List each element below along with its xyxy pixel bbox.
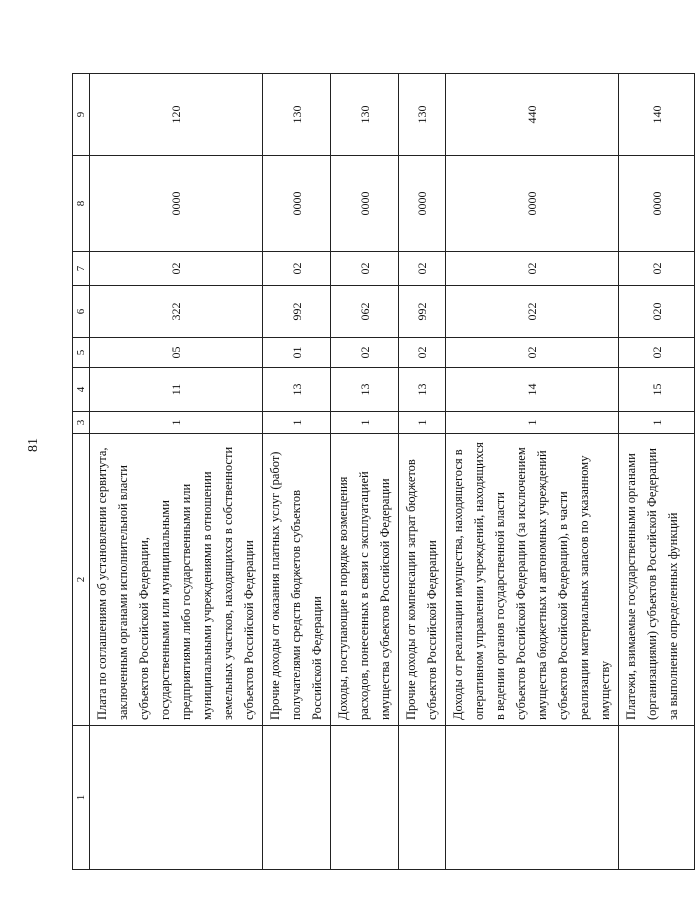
cell-col3: 1 [263,412,331,434]
cell-col3: 1 [331,412,399,434]
cell-col3: 1 [619,412,695,434]
cell-col8: 0000 [331,156,399,252]
cell-col6: 062 [331,286,399,338]
cell-col9: 130 [263,74,331,156]
table-row [619,74,695,870]
cell-col3: 1 [90,412,263,434]
cell-description: Доходы, поступающие в порядке возмещения расходов, понесенных в связи с эксплуатацией имущества субъектов Российской Федерации [331,434,399,726]
page-number: 81 [26,438,41,452]
cell-col9: 130 [399,74,446,156]
cell-description: Плата по соглашениям об установлении сервитута, заключенным органами исполнительной власти субъектов Российской Федерации, государственными или муниципальными предприятиями либо государственными или муниципальными учреждениями в отношении земельных участков, находящихся в собственности субъектов Российской Федерации [90,434,263,726]
cell-col6: 020 [619,286,695,338]
cell-col6: 322 [90,286,263,338]
cell-description: Платежи, взимаемые государственными органами (организациями) субъектов Российской Федерации за выполнение определенных функций [619,434,695,726]
cell-col9: 130 [331,74,399,156]
header-row [73,74,90,870]
cell-col7: 02 [331,252,399,286]
header-cell: 1 [73,726,90,870]
cell-col4: 11 [90,368,263,412]
cell-col1 [446,726,619,870]
cell-col9: 140 [619,74,695,156]
cell-col3: 1 [399,412,446,434]
cell-col8: 0000 [446,156,619,252]
table-row [446,74,619,870]
cell-col4: 13 [263,368,331,412]
table-row [263,74,331,870]
cell-col8: 0000 [263,156,331,252]
table-row [399,74,446,870]
cell-col3: 1 [446,412,619,434]
cell-col8: 0000 [90,156,263,252]
cell-col4: 15 [619,368,695,412]
cell-col1 [619,726,695,870]
cell-col4: 13 [399,368,446,412]
header-cell: 6 [73,286,90,338]
cell-col7: 02 [619,252,695,286]
cell-col6: 992 [399,286,446,338]
cell-description: Прочие доходы от оказания платных услуг (работ) получателями средств бюджетов субъектов Российской Федерации [263,434,331,726]
header-cell: 2 [73,434,90,726]
table-row [90,74,263,870]
header-cell: 7 [73,252,90,286]
income-classification-table [72,73,695,870]
cell-col8: 0000 [619,156,695,252]
cell-col7: 02 [90,252,263,286]
header-cell: 8 [73,156,90,252]
cell-col7: 02 [446,252,619,286]
cell-col5: 02 [446,338,619,368]
cell-col7: 02 [263,252,331,286]
header-cell: 3 [73,412,90,434]
cell-col5: 02 [331,338,399,368]
cell-col5: 02 [619,338,695,368]
cell-col1 [90,726,263,870]
cell-col1 [331,726,399,870]
table-row [331,74,399,870]
cell-col4: 14 [446,368,619,412]
cell-col8: 0000 [399,156,446,252]
cell-col7: 02 [399,252,446,286]
cell-col1 [263,726,331,870]
cell-col5: 01 [263,338,331,368]
cell-col6: 992 [263,286,331,338]
header-cell: 5 [73,338,90,368]
cell-col5: 02 [399,338,446,368]
cell-description: Доходы от реализации имущества, находящегося в оперативном управлении учреждений, находящихся в ведении органов государственной власти субъектов Российской Федерации (за исключением имущества бюджетных и автономных учреждений субъектов Российской Федерации), в части реализации материальных запасов по указанному имуществу [446,434,619,726]
cell-col6: 022 [446,286,619,338]
cell-col5: 05 [90,338,263,368]
rotated-table-container [72,74,680,870]
header-cell: 9 [73,74,90,156]
cell-col9: 440 [446,74,619,156]
cell-col9: 120 [90,74,263,156]
cell-col1 [399,726,446,870]
header-cell: 4 [73,368,90,412]
cell-description: Прочие доходы от компенсации затрат бюджетов субъектов Российской Федерации [399,434,446,726]
cell-col4: 13 [331,368,399,412]
